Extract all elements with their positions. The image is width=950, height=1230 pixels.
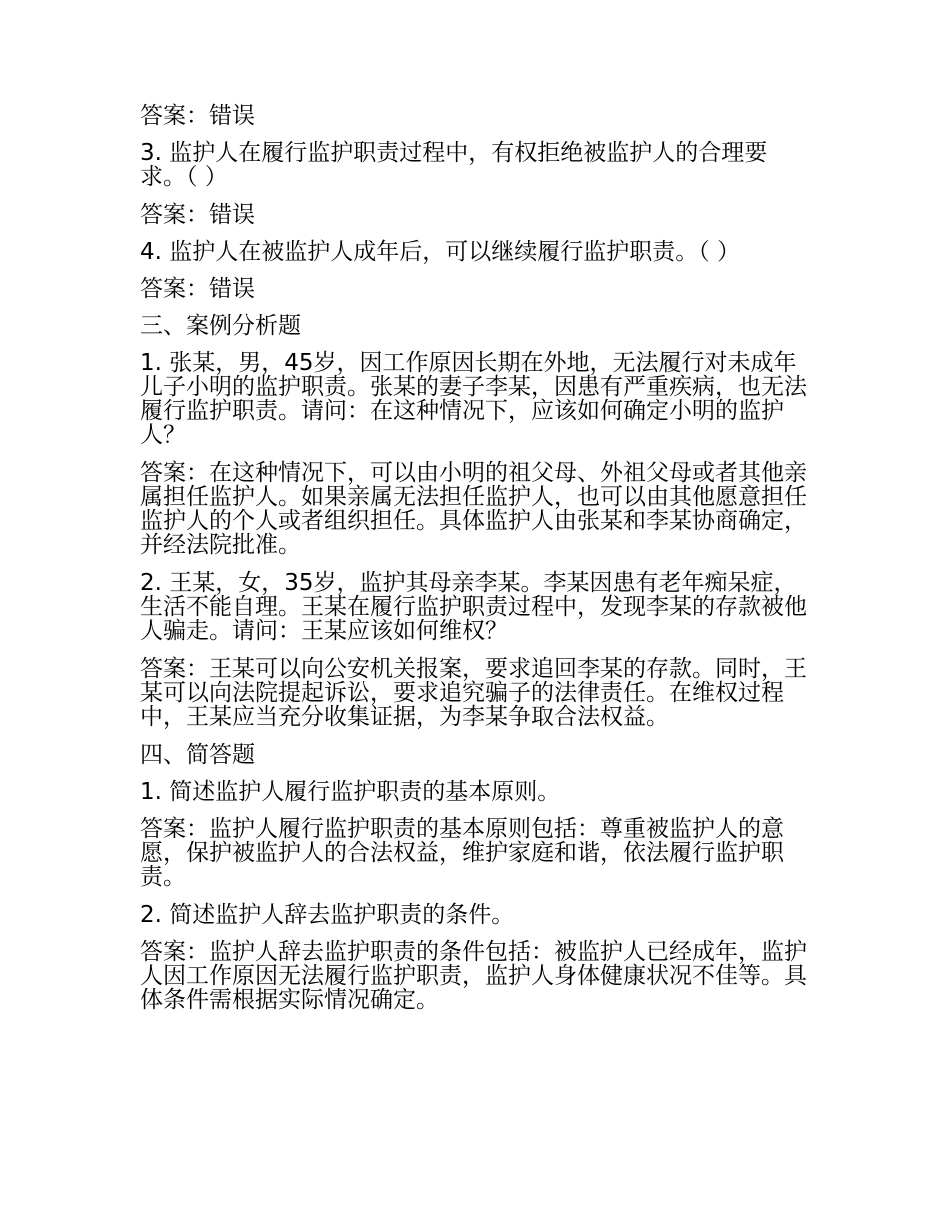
answer-text: 答案：错误 [140, 202, 255, 228]
question-text: 3. 监护人在履行监护职责过程中，有权拒绝被监护人的合理要求。（ ） [140, 140, 768, 190]
answer-text: 答案：王某可以向公安机关报案，要求追回李某的存款。同时，王某可以向法院提起诉讼，要求追究骗子的法律责任。在维权过程中，王某应当充分收集证据，为李某争取合法权益。 [140, 656, 807, 730]
question-text: 2. 简述监护人辞去监护职责的条件。 [140, 902, 515, 928]
question-text: 4. 监护人在被监护人成年后，可以继续履行监护职责。（ ） [140, 239, 741, 265]
section-heading: 三、案例分析题 [140, 313, 301, 339]
answer-text: 答案：错误 [140, 103, 255, 129]
question-text: 1. 简述监护人履行监护职责的基本原则。 [140, 779, 561, 805]
answer-text: 答案：监护人辞去监护职责的条件包括：被监护人已经成年，监护人因工作原因无法履行监护职责，监护人身体健康状况不佳等。具体条件需根据实际情况确定。 [140, 939, 807, 1013]
answer-text: 答案：监护人履行监护职责的基本原则包括：尊重被监护人的意愿，保护被监护人的合法权益，维护家庭和谐，依法履行监护职责。 [140, 816, 784, 890]
case-question-text: 2. 王某，女，35岁，监护其母亲李某。李某因患有老年痴呆症，生活不能自理。王某在履行监护职责过程中，发现李某的存款被他人骗走。请问：王某应该如何维权？ [140, 570, 807, 644]
answer-text: 答案：在这种情况下，可以由小明的祖父母、外祖父母或者其他亲属担任监护人。如果亲属无法担任监护人，也可以由其他愿意担任监护人的个人或者组织担任。具体监护人由张某和李某协商确定，并经法院批准。 [140, 460, 807, 558]
document-body [140, 104, 812, 1026]
answer-text: 答案：错误 [140, 276, 255, 302]
section-heading: 四、简答题 [140, 742, 255, 768]
case-question-text: 1. 张某，男，45岁，因工作原因长期在外地，无法履行对未成年儿子小明的监护职责。张某的妻子李某，因患有严重疾病，也无法履行监护职责。请问：在这种情况下，应该如何确定小明的监护人？ [140, 350, 807, 448]
